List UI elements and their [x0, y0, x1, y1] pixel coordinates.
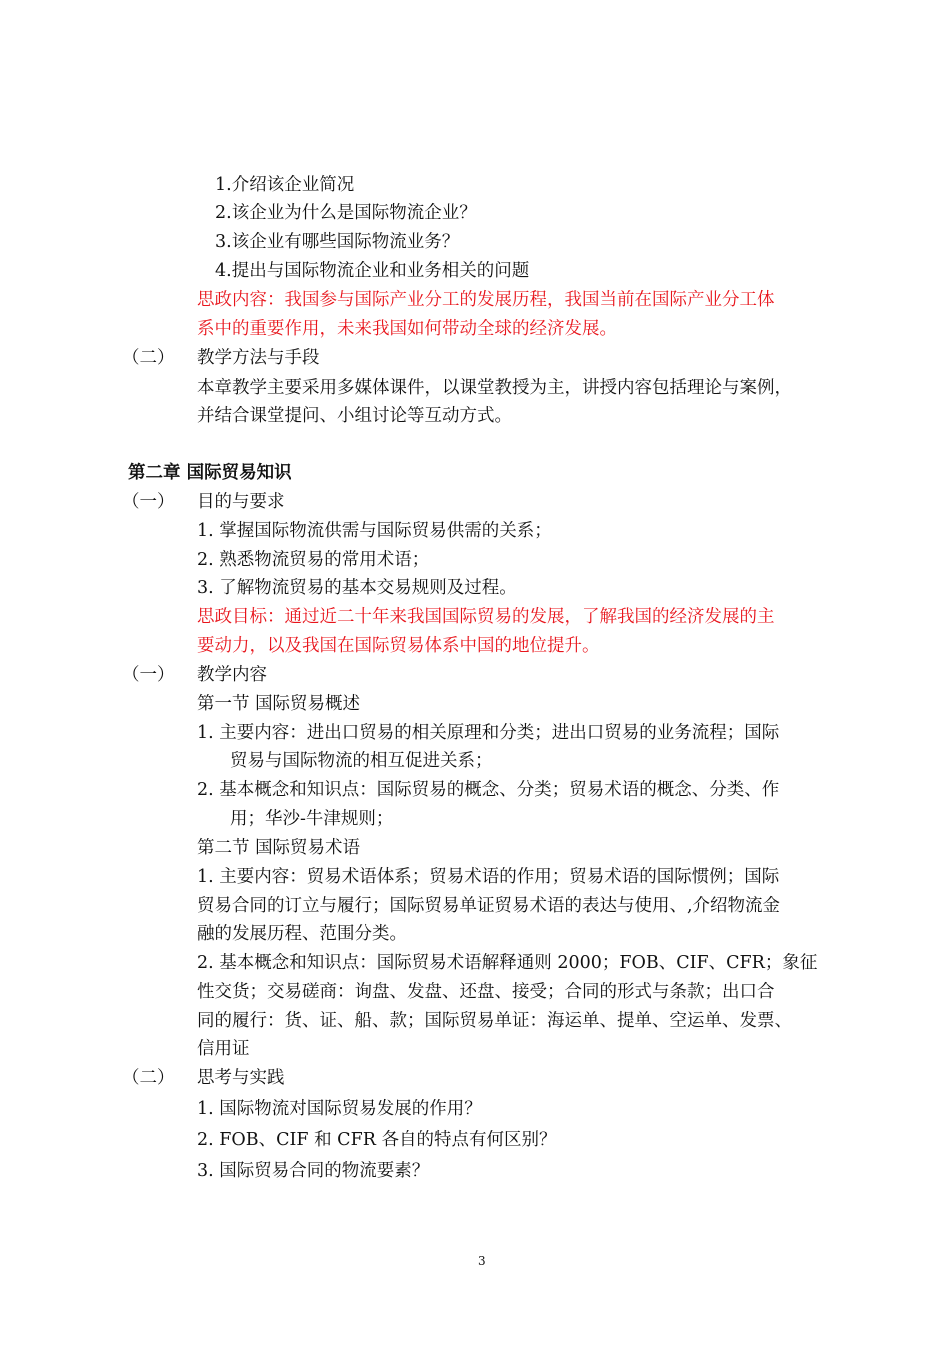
sizheng-content-line-2: 系中的重要作用，未来我国如何带动全球的经济发展。: [197, 319, 617, 339]
sizheng-goal-line-1: 思政目标：通过近二十年来我国国际贸易的发展，了解我国的经济发展的主: [197, 607, 775, 627]
goal-item-1: 1. 掌握国际物流供需与国际贸易供需的关系；: [197, 521, 552, 541]
section-2-title: 第二节 国际贸易术语: [197, 838, 361, 858]
method-section-title: 教学方法与手段: [197, 348, 320, 368]
section-1-item-2-line-1: 2. 基本概念和知识点：国际贸易的概念、分类；贸易术语的概念、分类、作: [197, 780, 780, 800]
goal-item-3: 3. 了解物流贸易的基本交易规则及过程。: [197, 578, 517, 598]
section-2-line-3: 融的发展历程、范围分类。: [197, 924, 407, 944]
section-2-line-7: 信用证: [197, 1039, 250, 1059]
section-1-item-1-line-2: 贸易与国际物流的相互促进关系；: [230, 751, 493, 771]
method-section-number: （二）: [122, 348, 175, 368]
section-2-line-6: 同的履行：货、证、船、款；国际贸易单证：海运单、提单、空运单、发票、: [197, 1011, 792, 1031]
section-1-item-2-line-2: 用；华沙-牛津规则；: [230, 809, 394, 829]
sizheng-goal-line-2: 要动力，以及我国在国际贸易体系中国的地位提升。: [197, 636, 600, 656]
case-question-2: 2.该企业为什么是国际物流企业？: [215, 203, 477, 223]
section-2-line-1: 1. 主要内容：贸易术语体系；贸易术语的作用；贸易术语的国际惯例；国际: [197, 867, 780, 887]
method-text-line-1: 本章教学主要采用多媒体课件，以课堂教授为主，讲授内容包括理论与案例，: [197, 378, 792, 398]
section-2-line-4: 2. 基本概念和知识点：国际贸易术语解释通则 2000；FOB、CIF、CFR；象征: [197, 953, 818, 973]
goal-section-title: 目的与要求: [197, 492, 285, 512]
section-2-line-2: 贸易合同的订立与履行；国际贸易单证贸易术语的表达与使用、,介绍物流金: [197, 896, 781, 916]
think-item-2: 2. FOB、CIF 和 CFR 各自的特点有何区别？: [197, 1130, 557, 1150]
case-question-3: 3.该企业有哪些国际物流业务？: [215, 232, 460, 252]
content-section-number: （一）: [122, 665, 175, 685]
chapter-2-title: 第二章 国际贸易知识: [128, 463, 292, 483]
sizheng-content-line-1: 思政内容：我国参与国际产业分工的发展历程，我国当前在国际产业分工体: [197, 290, 775, 310]
goal-section-number: （一）: [122, 492, 175, 512]
case-question-1: 1.介绍该企业简况: [215, 175, 355, 195]
think-item-3: 3. 国际贸易合同的物流要素？: [197, 1161, 430, 1181]
method-text-line-2: 并结合课堂提问、小组讨论等互动方式。: [197, 406, 512, 426]
content-section-title: 教学内容: [197, 665, 267, 685]
section-2-line-5: 性交货；交易磋商：询盘、发盘、还盘、接受；合同的形式与条款；出口合: [197, 982, 775, 1002]
page-number: 3: [478, 1254, 486, 1268]
section-1-title: 第一节 国际贸易概述: [197, 694, 361, 714]
think-item-1: 1. 国际物流对国际贸易发展的作用？: [197, 1099, 482, 1119]
goal-item-2: 2. 熟悉物流贸易的常用术语；: [197, 550, 430, 570]
section-1-item-1-line-1: 1. 主要内容：进出口贸易的相关原理和分类；进出口贸易的业务流程；国际: [197, 723, 780, 743]
case-question-4: 4.提出与国际物流企业和业务相关的问题: [215, 261, 530, 281]
think-section-number: （二）: [122, 1068, 175, 1088]
think-section-title: 思考与实践: [197, 1068, 285, 1088]
